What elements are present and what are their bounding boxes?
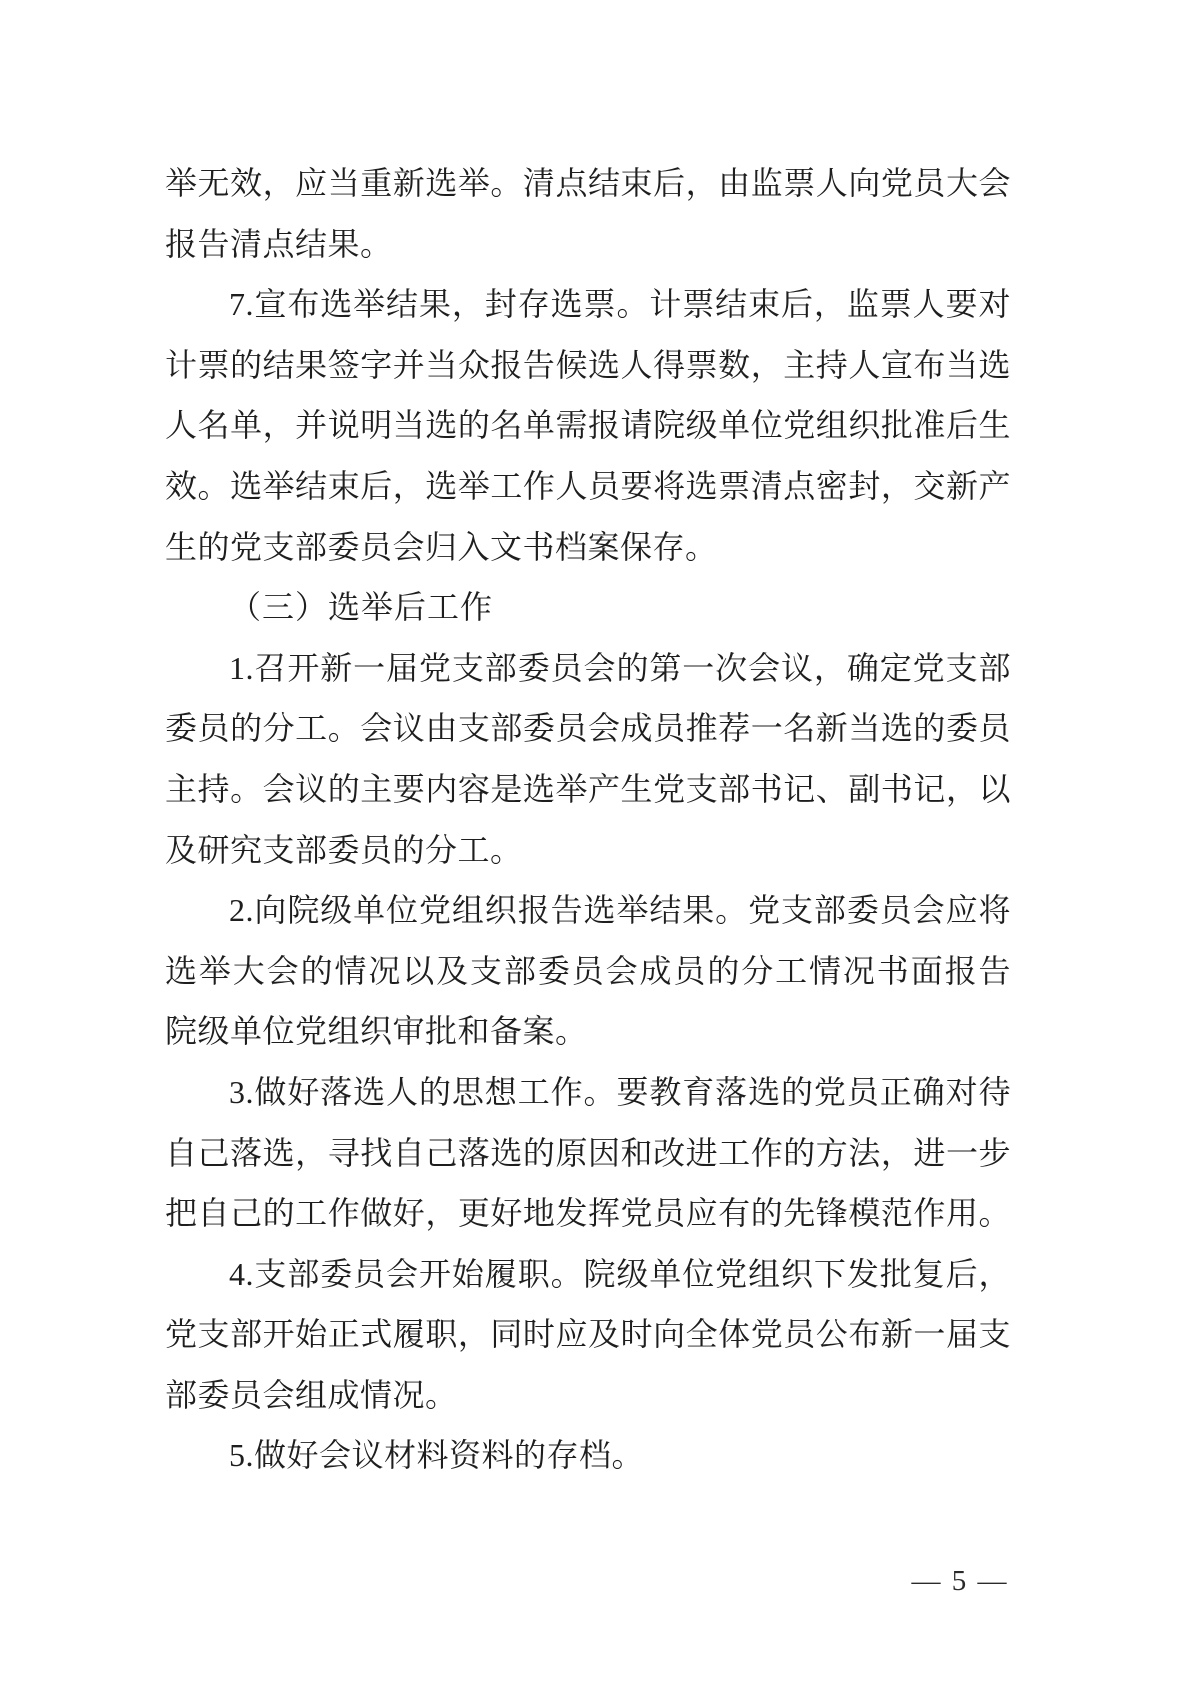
page-number: — 5 — [911, 1565, 1009, 1597]
text-line: 4.支部委员会开始履职。院级单位党组织下发批复后， [229, 1255, 1011, 1292]
text-line: 及研究支部委员的分工。 [165, 831, 523, 868]
paragraph-section-heading [165, 577, 1011, 638]
text-line: 主持。会议的主要内容是选举产生党支部书记、副书记，以 [165, 770, 1011, 807]
text-line: 把自己的工作做好，更好地发挥党员应有的先锋模范作用。 [165, 1195, 1011, 1232]
text-line: 3.做好落选人的思想工作。要教育落选的党员正确对待 [229, 1073, 1011, 1110]
text-line: 2.向院级单位党组织报告选举结果。党支部委员会应将 [229, 892, 1011, 929]
text-line: 报告清点结果。 [165, 225, 393, 262]
text-line: 部委员会组成情况。 [165, 1376, 458, 1413]
text-line: 选举大会的情况以及支部委员会成员的分工情况书面报告 [165, 952, 1011, 989]
paragraph-continuation [165, 153, 1011, 274]
paragraph-item-5 [165, 1425, 1011, 1486]
text-line: 党支部开始正式履职，同时应及时向全体党员公布新一届支 [165, 1316, 1011, 1353]
text-line: 举无效，应当重新选举。清点结束后，由监票人向党员大会 [165, 165, 1011, 201]
text-line: 5.做好会议材料资料的存档。 [229, 1437, 645, 1474]
text-line: 人名单，并说明当选的名单需报请院级单位党组织批准后生 [165, 407, 1011, 444]
text-line: 计票的结果签字并当众报告候选人得票数，主持人宣布当选 [165, 346, 1011, 383]
paragraph-item-4 [165, 1244, 1011, 1426]
paragraph-item-7 [165, 274, 1011, 577]
text-line: 生的党支部委员会归入文书档案保存。 [165, 528, 718, 565]
section-heading: （三）选举后工作 [229, 589, 494, 626]
paragraph-item-2 [165, 880, 1011, 1062]
document-body [165, 153, 1011, 1486]
text-line: 效。选举结束后，选举工作人员要将选票清点密封，交新产 [165, 467, 1011, 504]
text-line: 院级单位党组织审批和备案。 [165, 1013, 588, 1050]
text-line: 委员的分工。会议由支部委员会成员推荐一名新当选的委员 [165, 710, 1011, 747]
paragraph-item-1 [165, 638, 1011, 880]
text-line: 1.召开新一届党支部委员会的第一次会议，确定党支部 [229, 649, 1011, 686]
text-line: 自己落选，寻找自己落选的原因和改进工作的方法，进一步 [165, 1134, 1011, 1171]
text-line: 7.宣布选举结果，封存选票。计票结束后，监票人要对 [229, 286, 1011, 323]
paragraph-item-3 [165, 1062, 1011, 1244]
